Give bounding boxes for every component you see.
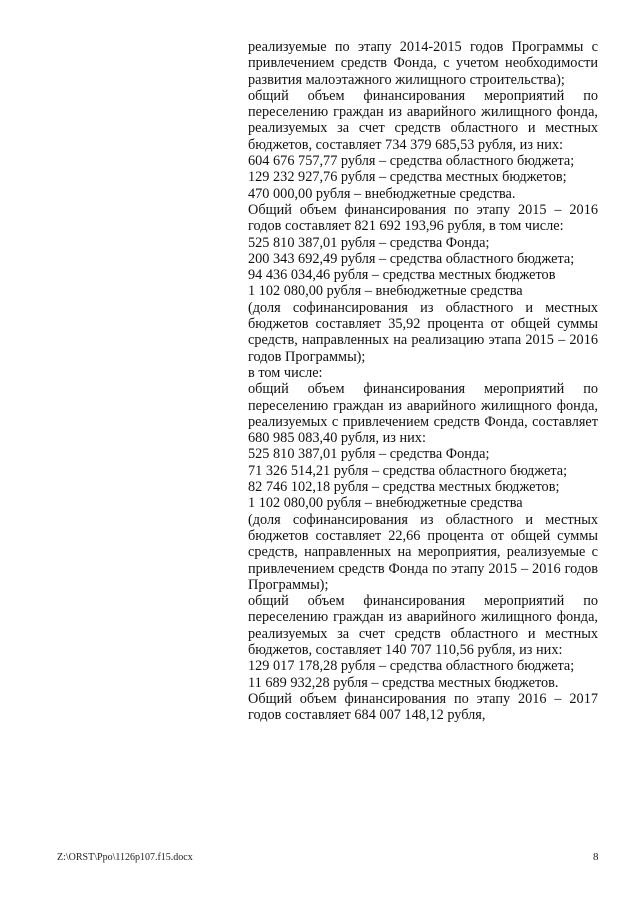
paragraph: 129 017 178,28 рубля – средства областного бюджета; xyxy=(248,658,575,675)
document-body xyxy=(248,39,598,723)
paragraph: 525 810 387,01 рубля – средства Фонда; xyxy=(248,234,490,251)
paragraph: Общий объем финансирования по этапу 2016 – 2017 годов составляет 684 007 148,12 рубля, xyxy=(248,690,598,724)
paragraph: 11 689 932,28 рубля – средства местных бюджетов. xyxy=(248,674,559,691)
paragraph: 94 436 034,46 рубля – средства местных бюджетов xyxy=(248,267,556,284)
paragraph: 1 102 080,00 рубля – внебюджетные средства xyxy=(248,283,523,300)
page-number: 8 xyxy=(593,851,599,863)
paragraph: 525 810 387,01 рубля – средства Фонда; xyxy=(248,446,490,463)
paragraph: 129 232 927,76 рубля – средства местных бюджетов; xyxy=(248,169,567,186)
paragraph: 71 326 514,21 рубля – средства областного бюджета; xyxy=(248,462,568,479)
paragraph: в том числе: xyxy=(248,364,323,381)
paragraph: 1 102 080,00 рубля – внебюджетные средства xyxy=(248,495,523,512)
paragraph: 200 343 692,49 рубля – средства областного бюджета; xyxy=(248,250,575,267)
paragraph: общий объем финансирования мероприятий по переселению граждан из аварийного жилищного фонда, реализуемых за счет средств областного и местных бюджетов, составляет 140 707 110,56 рубля, из них: xyxy=(248,593,598,658)
paragraph: 470 000,00 рубля – внебюджетные средства. xyxy=(248,185,516,202)
paragraph: (доля софинансирования из областного и местных бюджетов составляет 35,92 процента от общей суммы средств, направленных на реализацию этапа 2015 – 2016 годов Программы); xyxy=(248,299,598,365)
paragraph: 82 746 102,18 рубля – средства местных бюджетов; xyxy=(248,479,560,496)
paragraph: реализуемые по этапу 2014-2015 годов Программы с привлечением средств Фонда, с учетом необходимости развития малоэтажного жилищного строительства); xyxy=(248,39,598,88)
paragraph: общий объем финансирования мероприятий по переселению граждан из аварийного жилищного фонда, реализуемых за счет средств областного и местных бюджетов, составляет 734 379 685,53 рубля, из них: xyxy=(248,87,598,153)
paragraph: 604 676 757,77 рубля – средства областного бюджета; xyxy=(248,153,575,170)
paragraph: (доля софинансирования из областного и местных бюджетов составляет 22,66 процента от общей суммы средств, направленных на мероприятия, реализуемые с привлечением средств Фонда по этапу 2015 – 2016 годов Программы); xyxy=(248,511,598,593)
paragraph: общий объем финансирования мероприятий по переселению граждан из аварийного жилищного фонда, реализуемых с привлечением средств Фонда, составляет 680 985 083,40 рубля, из них: xyxy=(248,381,598,447)
footer-file-path: Z:\ORST\Ppo\1126p107.f15.docx xyxy=(57,852,193,863)
paragraph: Общий объем финансирования по этапу 2015 – 2016 годов составляет 821 692 193,96 рубля, в том числе: xyxy=(248,201,598,235)
